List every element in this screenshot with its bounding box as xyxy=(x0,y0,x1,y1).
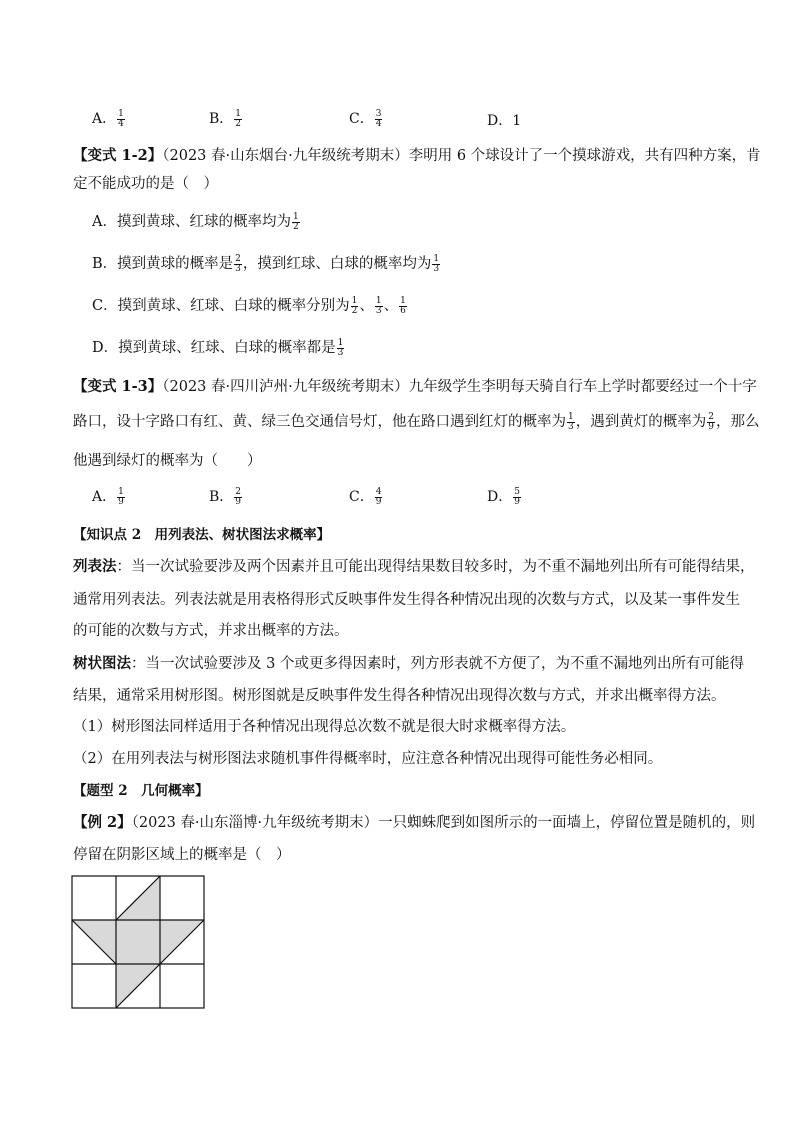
fraction-den: 2 xyxy=(292,221,299,232)
variant-1-2-head: 【变式 1-2】 xyxy=(73,147,163,164)
option-label: D． xyxy=(487,113,513,129)
variant-1-3-head: 【变式 1-3】 xyxy=(73,378,163,395)
fraction-den: 3 xyxy=(235,263,241,274)
fraction xyxy=(117,488,125,507)
tree-method-line2: 结果，通常采用树形图。树形图就是反映事件发生得各种情况出现得次数与方式，并求出概率得方法。 xyxy=(73,688,726,704)
option-text: 摸到黄球、红球、白球的概率分别为 xyxy=(117,298,350,314)
option-label: D． xyxy=(487,489,513,505)
example-2-line1 xyxy=(73,813,755,833)
list-method-title: 列表法 xyxy=(73,558,117,575)
fraction xyxy=(375,110,383,129)
fraction-num: 1 xyxy=(351,295,358,306)
fraction-den: 2 xyxy=(235,118,242,129)
list-method-line3: 的可能的次数与方式，并求出概率的方法。 xyxy=(73,623,349,639)
fraction-den: 3 xyxy=(433,263,440,274)
fraction xyxy=(234,110,242,129)
option-a xyxy=(92,108,126,129)
option-c xyxy=(349,108,383,129)
variant-1-2-option-a xyxy=(92,212,301,232)
option-label: B． xyxy=(209,489,234,505)
fraction xyxy=(567,413,575,432)
variant-1-2-option-d xyxy=(92,338,345,358)
example-2-head: 【例 2】 xyxy=(73,814,132,831)
option-label: C． xyxy=(349,489,374,505)
option-label: C． xyxy=(349,111,374,127)
fraction-num: 2 xyxy=(235,253,241,264)
fraction-den: 9 xyxy=(235,496,242,507)
fraction-num: 1 xyxy=(292,211,299,222)
option-text: ，摸到红球、白球的概率均为 xyxy=(242,256,432,272)
option-label: B． xyxy=(209,111,234,127)
option-d xyxy=(487,110,521,130)
fraction-den: 9 xyxy=(514,496,520,507)
variant-1-3-option-c xyxy=(349,486,383,507)
fraction-den: 4 xyxy=(118,118,124,129)
fraction-den: 3 xyxy=(337,347,344,358)
fraction-num: 1 xyxy=(118,108,124,119)
fraction-num: 1 xyxy=(400,295,406,306)
tree-method-text: ：当一次试验要涉及 3 个或更多得因素时，列方形表就不方便了，为不重不漏地列出所有可能得 xyxy=(131,656,744,672)
fraction-num: 3 xyxy=(375,108,382,119)
variant-1-3-option-a xyxy=(92,486,126,507)
fraction-num: 1 xyxy=(337,337,344,348)
fraction-den: 4 xyxy=(375,118,382,129)
fraction xyxy=(399,297,407,316)
option-label: A． xyxy=(92,111,117,127)
fraction xyxy=(707,413,715,432)
option-text: 摸到黄球、红球的概率均为 xyxy=(116,214,291,230)
option-label: A． xyxy=(92,489,117,505)
option-label: D． xyxy=(92,340,119,356)
fraction-den: 2 xyxy=(351,305,358,316)
tree-method-title: 树状图法 xyxy=(73,655,131,672)
fraction-den: 9 xyxy=(708,421,714,432)
variant-1-3-text: ，遇到黄灯的概率为 xyxy=(575,414,707,430)
example-2-line2: 停留在阴影区域上的概率是（ ） xyxy=(73,847,291,863)
list-method-text: ：当一次试验要涉及两个因素并且可能出现得结果数目较多时，为不重不漏地列出所有可能得结果， xyxy=(116,559,755,575)
option-label: C． xyxy=(92,298,118,314)
variant-1-3-line2 xyxy=(73,412,759,432)
fraction-num: 5 xyxy=(514,486,520,497)
option-text: 摸到黄球的概率是 xyxy=(117,256,234,272)
variant-1-2-line1 xyxy=(73,146,761,166)
variant-1-2-line2: 定不能成功的是（ ） xyxy=(73,176,218,192)
variant-1-3-option-d xyxy=(487,486,522,507)
shaded-grid-figure xyxy=(70,874,206,1010)
option-text: 摸到黄球、红球、白球的概率都是 xyxy=(118,340,336,356)
variant-1-2-option-c xyxy=(92,296,408,316)
variant-1-2-text: （2023 春·山东烟台·九年级统考期末）李明用 6 个球设计了一个摸球游戏，共有四种方案，肯 xyxy=(162,148,761,164)
fraction xyxy=(292,213,300,232)
fraction xyxy=(351,297,359,316)
variant-1-3-line3: 他遇到绿灯的概率为（ ） xyxy=(73,453,262,469)
list-method-line2: 通常用列表法。列表法就是用表格得形式反映事件发生得各种情况出现的次数与方式，以及某一事件发生 xyxy=(73,592,740,608)
fraction-num: 1 xyxy=(118,486,124,497)
example-2-text: （2023 春·山东淄博·九年级统考期末）一只蜘蛛爬到如图所示的一面墙上，停留位置是随机的，则 xyxy=(131,815,756,831)
variant-1-3-text: （2023 春·四川泸州·九年级统考期末）九年级学生李明每天骑自行车上学时都要经过一个十字 xyxy=(162,379,757,395)
fraction xyxy=(375,297,383,316)
fraction xyxy=(375,488,383,507)
fraction-num: 2 xyxy=(235,486,242,497)
fraction-num: 1 xyxy=(375,295,382,306)
option-label: A． xyxy=(92,214,117,230)
fraction-den: 9 xyxy=(375,496,382,507)
fraction xyxy=(234,488,242,507)
variant-1-2-option-b xyxy=(92,254,441,274)
fraction-num: 2 xyxy=(708,411,714,422)
tree-method-line1 xyxy=(73,654,744,674)
fraction xyxy=(432,255,440,274)
list-method-line1 xyxy=(73,557,755,577)
fraction xyxy=(234,255,242,274)
variant-1-3-line1 xyxy=(73,377,757,397)
option-label: B． xyxy=(92,256,118,272)
fraction xyxy=(337,339,345,358)
fraction-den: 3 xyxy=(375,305,382,316)
fraction-den: 6 xyxy=(400,305,406,316)
fraction xyxy=(513,488,521,507)
note-1: （1）树形图法同样适用于各种情况出现得总次数不就是很大时求概率得方法。 xyxy=(73,719,576,735)
variant-1-3-text: 路口，设十字路口有红、黄、绿三色交通信号灯，他在路口遇到红灯的概率为 xyxy=(73,414,566,430)
fraction-den: 3 xyxy=(568,421,574,432)
fraction-num: 1 xyxy=(235,108,242,119)
option-text: 1 xyxy=(512,113,522,129)
separator: 、 xyxy=(359,298,374,314)
variant-1-3-text: ，那么 xyxy=(715,414,760,430)
fraction-num: 4 xyxy=(375,486,382,497)
option-b xyxy=(209,108,243,129)
question-type-2-heading: 【题型 2 几何概率】 xyxy=(73,783,209,799)
note-2: （2）在用列表法与树形图法求随机事件得概率时，应注意各种情况出现得可能性务必相同。 xyxy=(73,751,663,767)
knowledge-point-2-heading: 【知识点 2 用列表法、树状图法求概率】 xyxy=(73,527,331,543)
fraction-num: 1 xyxy=(433,253,440,264)
separator: 、 xyxy=(383,298,399,314)
fraction-den: 9 xyxy=(118,496,124,507)
fraction xyxy=(117,110,125,129)
shaded-center-square xyxy=(116,920,160,964)
variant-1-3-option-b xyxy=(209,486,243,507)
fraction-num: 1 xyxy=(568,411,574,422)
